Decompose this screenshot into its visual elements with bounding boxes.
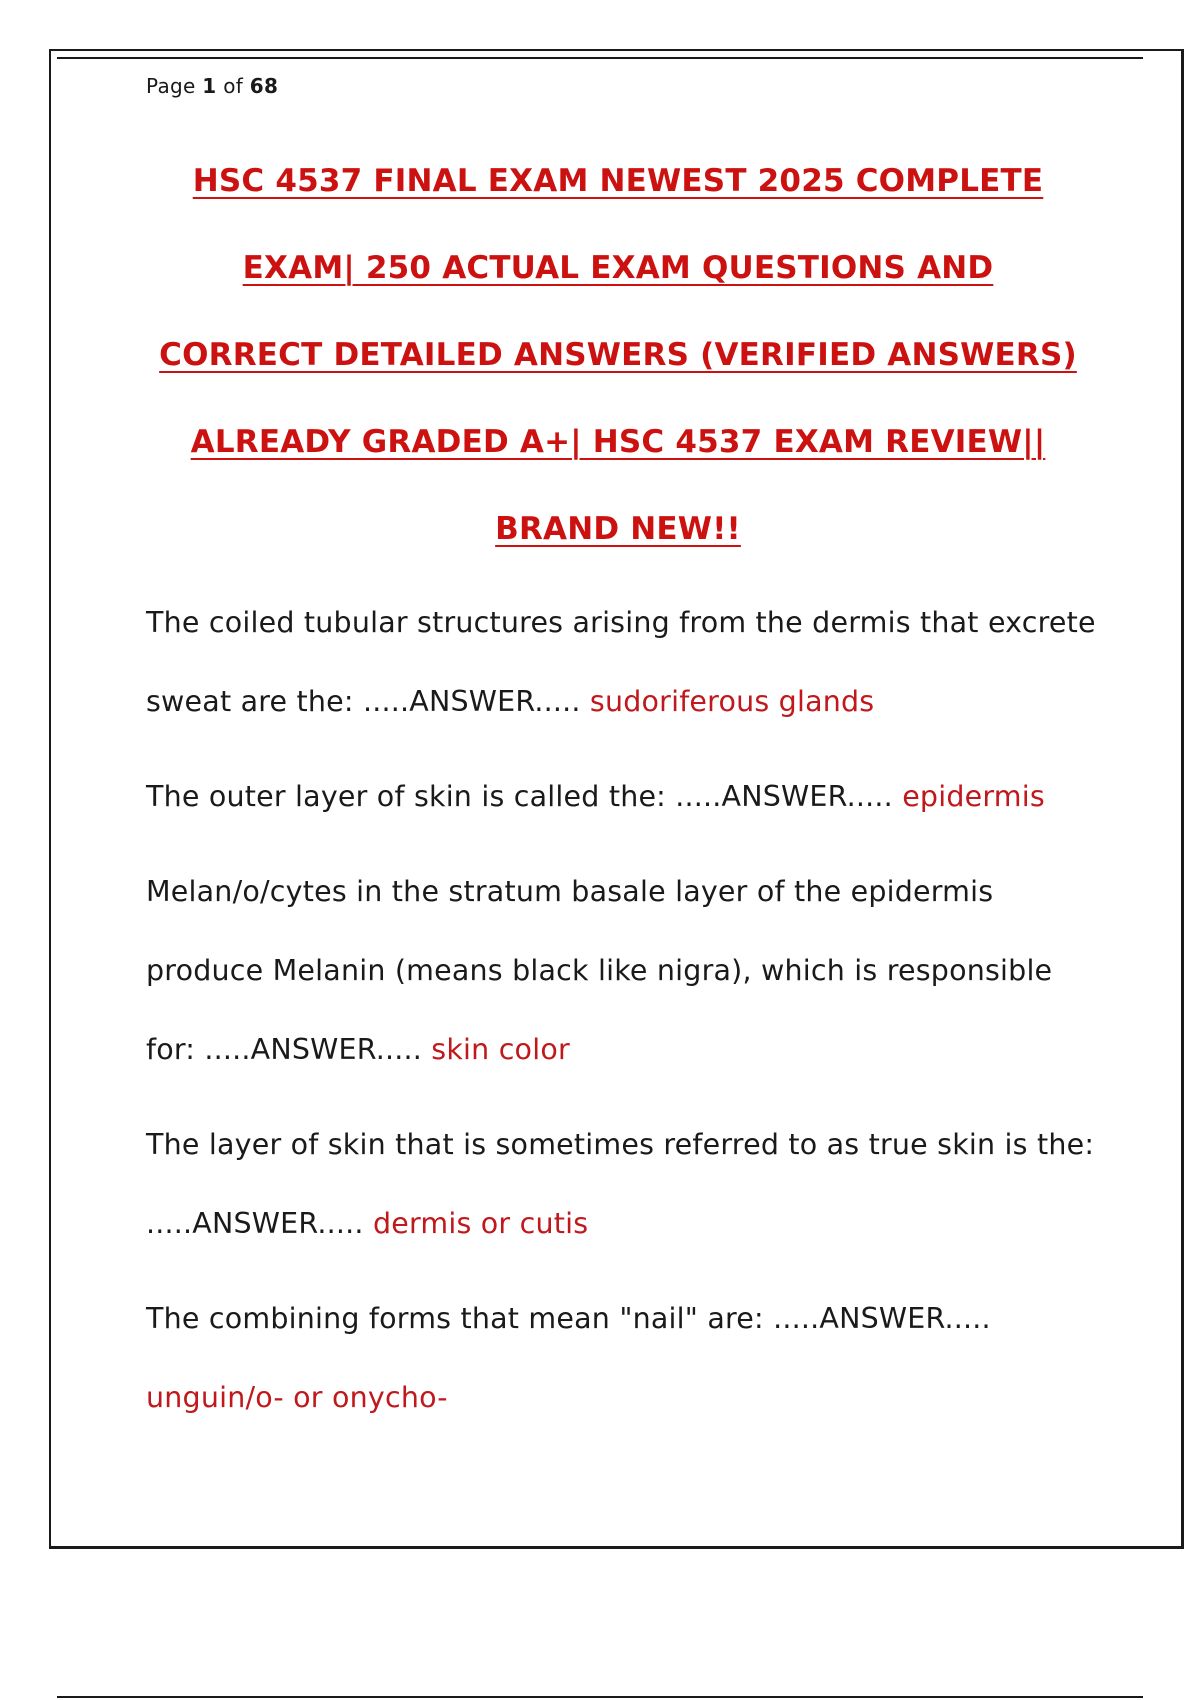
answer-text: unguin/o- or onycho- [146, 1381, 448, 1414]
answer-text: dermis or cutis [372, 1207, 589, 1240]
question-item [146, 583, 1106, 741]
top-rule [57, 57, 1143, 59]
page-total: 68 [249, 74, 279, 98]
title-line: BRAND NEW!! [495, 511, 741, 547]
question-item [146, 757, 1106, 836]
question-list [146, 583, 1106, 1453]
title-line: CORRECT DETAILED ANSWERS (VERIFIED ANSWERS) [159, 337, 1077, 373]
answer-text: epidermis [902, 780, 1045, 813]
answer-text: skin color [431, 1033, 570, 1066]
title-line: ALREADY GRADED A+| HSC 4537 EXAM REVIEW|| [190, 424, 1046, 460]
question-text: The combining forms that mean "nail" are: .....ANSWER..... [146, 1302, 991, 1335]
question-text: The outer layer of skin is called the: .....ANSWER..... [146, 780, 893, 813]
page-prefix: Page [146, 74, 196, 98]
answer-text: sudoriferous glands [589, 685, 875, 718]
question-item [146, 1105, 1106, 1263]
question-item [146, 852, 1106, 1089]
bottom-rule [57, 1696, 1143, 1698]
page-number [146, 74, 278, 98]
question-text: The coiled tubular structures arising from the dermis that excrete sweat are the: .....ANSWER..... [146, 606, 1096, 718]
page-current: 1 [202, 74, 217, 98]
page-of: of [223, 74, 244, 98]
title-line: EXAM| 250 ACTUAL EXAM QUESTIONS AND [242, 250, 994, 286]
question-text: Melan/o/cytes in the stratum basale layer of the epidermis produce Melanin (means black like nigra), which is responsible for: .....ANSWER..... [146, 875, 1053, 1066]
title-line: HSC 4537 FINAL EXAM NEWEST 2025 COMPLETE [192, 163, 1044, 199]
document-title [150, 138, 1086, 573]
question-text: The layer of skin that is sometimes referred to as true skin is the: .....ANSWER..... [146, 1128, 1095, 1240]
question-item [146, 1279, 1106, 1437]
